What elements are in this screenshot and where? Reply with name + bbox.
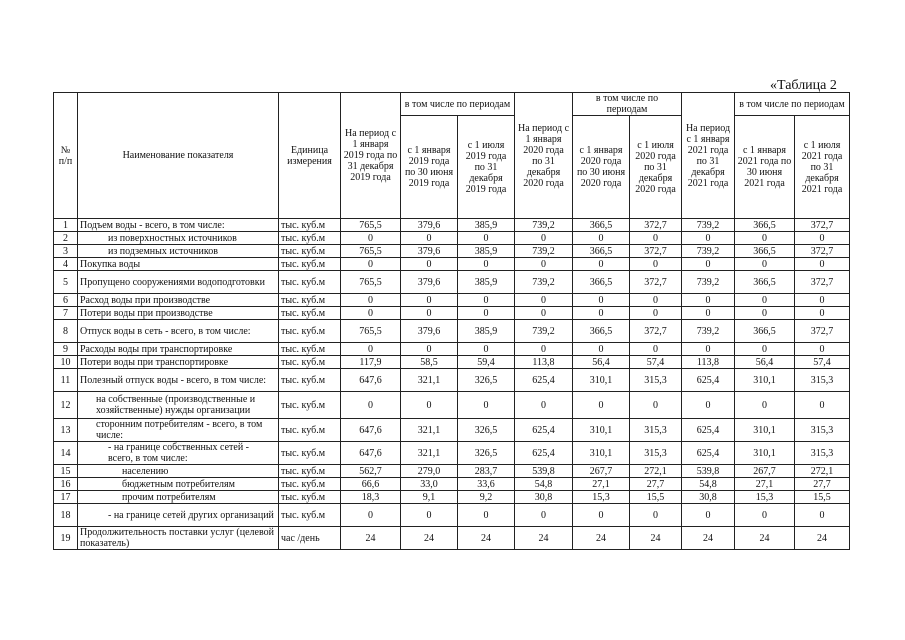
row-value: 372,7 (630, 320, 682, 343)
row-value: 0 (401, 294, 458, 307)
row-value: 283,7 (458, 465, 515, 478)
row-value: 56,4 (735, 356, 795, 369)
table-row (54, 478, 850, 491)
header-h2-2021: с 1 июля 2021 года по 31 декабря 2021 года (795, 116, 850, 219)
row-value: 739,2 (515, 320, 573, 343)
row-value: 372,7 (795, 271, 850, 294)
row-value: 562,7 (341, 465, 401, 478)
row-value: 0 (795, 504, 850, 527)
row-name: на собственные (производственные и хозяйственные) нужды организации (78, 392, 279, 419)
row-unit: час /день (279, 527, 341, 550)
row-number: 18 (54, 504, 78, 527)
row-number: 8 (54, 320, 78, 343)
row-number: 7 (54, 307, 78, 320)
row-number: 9 (54, 343, 78, 356)
row-name: - на границе собственных сетей - всего, в том числе: (78, 442, 279, 465)
row-value: 0 (573, 258, 630, 271)
table-row (54, 271, 850, 294)
row-value: 24 (735, 527, 795, 550)
row-value: 0 (573, 504, 630, 527)
row-name: населению (78, 465, 279, 478)
row-value: 0 (458, 294, 515, 307)
row-value: 0 (401, 307, 458, 320)
row-value: 0 (515, 258, 573, 271)
row-value: 739,2 (515, 271, 573, 294)
row-value: 315,3 (630, 419, 682, 442)
table-row (54, 392, 850, 419)
row-value: 315,3 (795, 369, 850, 392)
row-unit: тыс. куб.м (279, 356, 341, 369)
header-period-2019: На период с 1 января 2019 года по 31 декабря 2019 года (341, 93, 401, 219)
row-unit: тыс. куб.м (279, 258, 341, 271)
row-value: 625,4 (682, 442, 735, 465)
row-value: 0 (458, 392, 515, 419)
header-including-2019: в том числе по периодам (401, 93, 515, 116)
row-value: 765,5 (341, 219, 401, 232)
row-value: 117,9 (341, 356, 401, 369)
row-name: из поверхностных источников (78, 232, 279, 245)
row-value: 379,6 (401, 245, 458, 258)
row-value: 379,6 (401, 219, 458, 232)
row-unit: тыс. куб.м (279, 245, 341, 258)
row-value: 0 (630, 392, 682, 419)
header-no: № п/п (54, 93, 78, 219)
row-unit: тыс. куб.м (279, 465, 341, 478)
row-number: 11 (54, 369, 78, 392)
row-value: 0 (735, 343, 795, 356)
row-value: 24 (458, 527, 515, 550)
row-unit: тыс. куб.м (279, 419, 341, 442)
row-value: 0 (682, 392, 735, 419)
row-value: 310,1 (735, 369, 795, 392)
row-name: Пропущено сооружениями водоподготовки (78, 271, 279, 294)
row-value: 0 (630, 343, 682, 356)
row-value: 385,9 (458, 320, 515, 343)
row-value: 326,5 (458, 442, 515, 465)
row-value: 30,8 (682, 491, 735, 504)
row-value: 57,4 (630, 356, 682, 369)
row-value: 0 (630, 258, 682, 271)
row-value: 0 (458, 232, 515, 245)
table-row (54, 504, 850, 527)
row-value: 0 (682, 504, 735, 527)
row-value: 0 (630, 232, 682, 245)
table-body (54, 219, 850, 550)
row-value: 0 (458, 258, 515, 271)
row-value: 366,5 (735, 245, 795, 258)
table-row (54, 343, 850, 356)
row-number: 14 (54, 442, 78, 465)
row-value: 9,1 (401, 491, 458, 504)
row-value: 267,7 (735, 465, 795, 478)
row-name: Потери воды при транспортировке (78, 356, 279, 369)
row-value: 539,8 (682, 465, 735, 478)
row-number: 12 (54, 392, 78, 419)
row-value: 315,3 (795, 419, 850, 442)
row-value: 33,6 (458, 478, 515, 491)
row-value: 24 (573, 527, 630, 550)
table-row (54, 369, 850, 392)
water-supply-table (53, 92, 850, 550)
row-value: 366,5 (735, 271, 795, 294)
row-number: 15 (54, 465, 78, 478)
table-row (54, 527, 850, 550)
row-value: 0 (458, 307, 515, 320)
row-value: 0 (458, 343, 515, 356)
row-name: прочим потребителям (78, 491, 279, 504)
row-value: 27,7 (795, 478, 850, 491)
row-value: 272,1 (795, 465, 850, 478)
row-value: 0 (795, 343, 850, 356)
row-value: 326,5 (458, 369, 515, 392)
row-value: 27,1 (735, 478, 795, 491)
row-value: 366,5 (735, 219, 795, 232)
row-value: 56,4 (573, 356, 630, 369)
row-unit: тыс. куб.м (279, 307, 341, 320)
header-period-2021: На период с 1 января 2021 года по 31 декабря 2021 года (682, 93, 735, 219)
row-value: 27,1 (573, 478, 630, 491)
row-value: 0 (573, 343, 630, 356)
row-value: 0 (341, 392, 401, 419)
header-h2-2020: с 1 июля 2020 года по 31 декабря 2020 года (630, 116, 682, 219)
table-row (54, 491, 850, 504)
row-value: 625,4 (682, 369, 735, 392)
row-name: Полезный отпуск воды - всего, в том числе: (78, 369, 279, 392)
row-value: 379,6 (401, 271, 458, 294)
row-value: 0 (401, 392, 458, 419)
table-row (54, 219, 850, 232)
row-value: 0 (401, 232, 458, 245)
row-value: 18,3 (341, 491, 401, 504)
row-value: 625,4 (515, 369, 573, 392)
row-value: 54,8 (515, 478, 573, 491)
row-value: 0 (573, 307, 630, 320)
row-name: - на границе сетей других организаций (78, 504, 279, 527)
row-number: 1 (54, 219, 78, 232)
row-value: 366,5 (573, 271, 630, 294)
row-value: 27,7 (630, 478, 682, 491)
row-number: 5 (54, 271, 78, 294)
row-value: 739,2 (515, 219, 573, 232)
row-name: Покупка воды (78, 258, 279, 271)
row-value: 366,5 (573, 320, 630, 343)
row-value: 647,6 (341, 442, 401, 465)
row-value: 0 (795, 307, 850, 320)
row-value: 0 (515, 504, 573, 527)
row-value: 279,0 (401, 465, 458, 478)
row-name: бюджетным потребителям (78, 478, 279, 491)
row-value: 385,9 (458, 245, 515, 258)
row-value: 0 (401, 504, 458, 527)
row-number: 2 (54, 232, 78, 245)
table-row (54, 232, 850, 245)
row-unit: тыс. куб.м (279, 232, 341, 245)
table-row (54, 294, 850, 307)
row-value: 0 (735, 258, 795, 271)
row-value: 366,5 (573, 219, 630, 232)
header-h1-2019: с 1 января 2019 года по 30 июня 2019 года (401, 116, 458, 219)
row-value: 315,3 (630, 442, 682, 465)
row-unit: тыс. куб.м (279, 343, 341, 356)
row-unit: тыс. куб.м (279, 491, 341, 504)
table-caption: «Таблица 2 (770, 78, 837, 93)
row-value: 15,3 (573, 491, 630, 504)
row-value: 0 (682, 307, 735, 320)
row-value: 625,4 (515, 442, 573, 465)
row-value: 739,2 (515, 245, 573, 258)
row-value: 0 (735, 504, 795, 527)
row-value: 15,5 (795, 491, 850, 504)
table-row (54, 258, 850, 271)
row-value: 0 (401, 343, 458, 356)
table-row (54, 320, 850, 343)
row-unit: тыс. куб.м (279, 294, 341, 307)
row-unit: тыс. куб.м (279, 320, 341, 343)
row-unit: тыс. куб.м (279, 442, 341, 465)
row-value: 58,5 (401, 356, 458, 369)
row-name: Расход воды при производстве (78, 294, 279, 307)
row-value: 66,6 (341, 478, 401, 491)
row-value: 59,4 (458, 356, 515, 369)
row-value: 0 (515, 232, 573, 245)
row-value: 24 (401, 527, 458, 550)
row-value: 0 (735, 294, 795, 307)
row-value: 739,2 (682, 245, 735, 258)
row-value: 0 (795, 392, 850, 419)
table-row (54, 245, 850, 258)
row-value: 33,0 (401, 478, 458, 491)
row-value: 0 (515, 307, 573, 320)
row-name: Подъем воды - всего, в том числе: (78, 219, 279, 232)
row-value: 321,1 (401, 442, 458, 465)
row-value: 385,9 (458, 271, 515, 294)
row-value: 0 (341, 232, 401, 245)
row-value: 739,2 (682, 219, 735, 232)
row-value: 0 (735, 307, 795, 320)
header-h1-2021: с 1 января 2021 года по 30 июня 2021 года (735, 116, 795, 219)
row-value: 113,8 (515, 356, 573, 369)
row-value: 0 (341, 504, 401, 527)
row-value: 739,2 (682, 271, 735, 294)
row-unit: тыс. куб.м (279, 369, 341, 392)
row-value: 326,5 (458, 419, 515, 442)
row-number: 6 (54, 294, 78, 307)
row-value: 321,1 (401, 369, 458, 392)
row-name: Отпуск воды в сеть - всего, в том числе: (78, 320, 279, 343)
row-value: 0 (341, 307, 401, 320)
row-value: 24 (515, 527, 573, 550)
row-value: 372,7 (630, 245, 682, 258)
row-value: 310,1 (573, 442, 630, 465)
row-value: 379,6 (401, 320, 458, 343)
row-name: Потери воды при производстве (78, 307, 279, 320)
row-name: Продолжительность поставки услуг (целевой показатель) (78, 527, 279, 550)
row-value: 24 (682, 527, 735, 550)
row-value: 321,1 (401, 419, 458, 442)
table-row (54, 419, 850, 442)
row-value: 372,7 (795, 320, 850, 343)
row-value: 15,3 (735, 491, 795, 504)
table-row (54, 465, 850, 478)
table-row (54, 442, 850, 465)
header-including-2020: в том числе по периодам (573, 93, 682, 116)
row-value: 539,8 (515, 465, 573, 478)
row-value: 0 (515, 343, 573, 356)
header-unit: Единица измерения (279, 93, 341, 219)
row-number: 17 (54, 491, 78, 504)
row-value: 366,5 (573, 245, 630, 258)
row-value: 0 (682, 232, 735, 245)
row-value: 647,6 (341, 369, 401, 392)
row-value: 0 (630, 294, 682, 307)
row-number: 4 (54, 258, 78, 271)
row-value: 0 (795, 294, 850, 307)
row-value: 24 (341, 527, 401, 550)
row-value: 647,6 (341, 419, 401, 442)
row-value: 765,5 (341, 320, 401, 343)
row-value: 310,1 (573, 419, 630, 442)
row-value: 310,1 (735, 442, 795, 465)
row-value: 315,3 (795, 442, 850, 465)
row-name: сторонним потребителям - всего, в том числе: (78, 419, 279, 442)
row-unit: тыс. куб.м (279, 392, 341, 419)
row-unit: тыс. куб.м (279, 478, 341, 491)
header-name: Наименование показателя (78, 93, 279, 219)
row-value: 0 (515, 294, 573, 307)
row-value: 24 (795, 527, 850, 550)
row-value: 385,9 (458, 219, 515, 232)
row-value: 15,5 (630, 491, 682, 504)
row-value: 366,5 (735, 320, 795, 343)
row-value: 739,2 (682, 320, 735, 343)
row-value: 0 (795, 232, 850, 245)
row-value: 315,3 (630, 369, 682, 392)
row-name: Расходы воды при транспортировке (78, 343, 279, 356)
row-value: 0 (573, 392, 630, 419)
row-value: 0 (341, 258, 401, 271)
row-value: 372,7 (630, 219, 682, 232)
row-name: из подземных источников (78, 245, 279, 258)
row-value: 0 (682, 258, 735, 271)
row-value: 0 (341, 294, 401, 307)
row-value: 0 (630, 504, 682, 527)
row-value: 54,8 (682, 478, 735, 491)
row-value: 625,4 (682, 419, 735, 442)
row-value: 0 (401, 258, 458, 271)
row-number: 16 (54, 478, 78, 491)
row-unit: тыс. куб.м (279, 504, 341, 527)
row-unit: тыс. куб.м (279, 219, 341, 232)
row-value: 765,5 (341, 245, 401, 258)
row-value: 0 (682, 343, 735, 356)
row-value: 372,7 (795, 219, 850, 232)
row-value: 0 (735, 392, 795, 419)
header-h1-2020: с 1 января 2020 года по 30 июня 2020 года (573, 116, 630, 219)
header-h2-2019: с 1 июля 2019 года по 31 декабря 2019 года (458, 116, 515, 219)
row-value: 625,4 (515, 419, 573, 442)
row-number: 13 (54, 419, 78, 442)
row-value: 272,1 (630, 465, 682, 478)
row-value: 310,1 (735, 419, 795, 442)
row-value: 0 (735, 232, 795, 245)
row-value: 372,7 (630, 271, 682, 294)
row-value: 0 (795, 258, 850, 271)
row-value: 765,5 (341, 271, 401, 294)
row-value: 113,8 (682, 356, 735, 369)
row-number: 19 (54, 527, 78, 550)
row-value: 9,2 (458, 491, 515, 504)
row-value: 0 (682, 294, 735, 307)
row-number: 3 (54, 245, 78, 258)
table-row (54, 307, 850, 320)
row-value: 30,8 (515, 491, 573, 504)
row-value: 24 (630, 527, 682, 550)
row-value: 0 (458, 504, 515, 527)
row-unit: тыс. куб.м (279, 271, 341, 294)
header-including-2021: в том числе по периодам (735, 93, 850, 116)
row-value: 57,4 (795, 356, 850, 369)
table-row (54, 356, 850, 369)
row-value: 310,1 (573, 369, 630, 392)
row-value: 0 (515, 392, 573, 419)
row-number: 10 (54, 356, 78, 369)
row-value: 0 (630, 307, 682, 320)
row-value: 0 (573, 232, 630, 245)
row-value: 0 (573, 294, 630, 307)
header-period-2020: На период с 1 января 2020 года по 31 декабря 2020 года (515, 93, 573, 219)
row-value: 267,7 (573, 465, 630, 478)
row-value: 0 (341, 343, 401, 356)
row-value: 372,7 (795, 245, 850, 258)
